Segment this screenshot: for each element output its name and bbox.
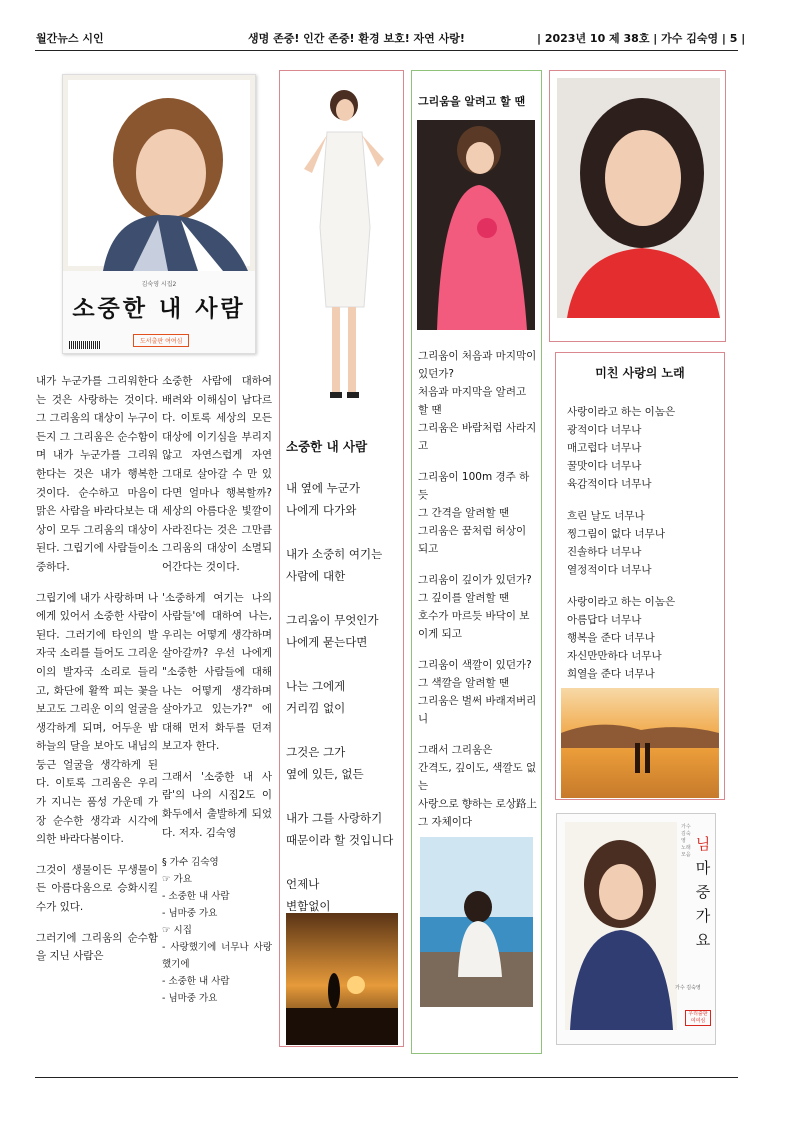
essay-paragraph: 소중한 사람에 대하여 배려와 이해심이 남다르다. 이토록 세상의 모든 대상에 이기심을 부리지 않고 자연스럽게 자연 그대로 살아갈 수 만 있다면 얼마나 행복할까? 세상의 아름다운 빛깔이 사라진다는 것은 그만큼 그리움의 대상이 소멸되어간다는 것이다.	[162, 375, 272, 573]
singer-white-dress-photo	[292, 77, 392, 417]
album-cover	[556, 813, 716, 1045]
essay-column-1	[36, 372, 158, 978]
album-title-char: 님	[695, 835, 711, 853]
header-rule	[35, 50, 738, 51]
singer-pink-dress-photo	[417, 120, 535, 330]
poem-stanza: 내가 소중히 여기는 사람에 대한	[286, 547, 383, 583]
sunset-silhouette-photo	[286, 913, 398, 1045]
book-cover	[62, 74, 256, 354]
singer-red-top-photo	[557, 78, 720, 318]
poem-title: 소중한 내 사람	[286, 439, 368, 454]
essay-column-2	[162, 372, 272, 1007]
right-photo-box	[549, 70, 726, 342]
album-title-char: 마	[695, 859, 711, 877]
poem-box-crazy-love	[555, 352, 725, 800]
poem-stanza: 그것은 그가 옆에 있든, 없든	[286, 745, 364, 781]
book-cover-photo	[63, 75, 255, 271]
album-photo	[565, 822, 677, 1030]
footer-rule	[35, 1077, 738, 1078]
sea-woman-photo	[420, 837, 533, 1007]
essay-paragraph: 그래서 '소중한 내 사람'의 나의 시집2도 이 화두에서 출발하게 되었다. 저자. 김숙영	[162, 770, 272, 839]
poem-stanza: 언제나 변함없이	[286, 877, 331, 913]
poem-title: 그리움을 알려고 할 땐	[418, 95, 526, 108]
header-issue-info: | 2023년 10 제 38호 | 가수 김숙영 | 5 |	[537, 32, 746, 45]
header-publication: 월간뉴스 시인	[36, 32, 104, 45]
poem-stanza: 그래서 그리움은 간격도, 깊이도, 색깔도 없는 사랑으로 향하는 로상路上 그 자체이다	[418, 744, 537, 828]
essay-paragraph: 그것이 생물이든 무생물이든 아름다움으로 승화시킬 수가 있다.	[36, 863, 158, 914]
poem-body	[418, 347, 538, 844]
barcode	[69, 341, 101, 349]
poem-stanza: 그리움이 처음과 마지막이 있던가? 처음과 마지막을 알려고 할 땐 그리움은 바람처럼 사라지고	[418, 350, 537, 452]
album-title-char: 요	[695, 931, 711, 949]
essay-paragraph: 그러기에 그리움의 순수함을 지닌 사람은	[36, 931, 158, 963]
poem-stanza: 흐린 날도 너무나 찡그림이 없다 너무나 진솔하다 너무나 열정적이다 너무나	[567, 510, 665, 576]
book-publisher: 도서출판 여여심	[133, 334, 189, 347]
poem-stanza: 내 옆에 누군가 나에게 다가와	[286, 481, 360, 517]
poem-stanza: 그리움이 100m 경주 하듯 그 간격을 알려할 땐 그리움은 꿈처럼 허상이 되고	[418, 471, 530, 555]
poem-stanza: 사랑이라고 하는 이놈은 광적이다 너무나 매고럽다 너무나 꿀맛이다 너무나 육감적이다 너무나	[567, 406, 676, 490]
album-title-char: 중	[695, 883, 711, 901]
poem-box-center	[279, 70, 404, 1047]
album-label: 우리출판 여여심	[685, 1010, 711, 1026]
album-side-text: 가수 김숙영 노래 모음	[681, 824, 691, 858]
poem-stanza: 내가 그를 사랑하기 때문이라 할 것입니다	[286, 811, 394, 847]
poem-stanza: 나는 그에게 거리낌 없이	[286, 679, 346, 715]
header-slogan: 생명 존중! 인간 존중! 환경 보호! 자연 사랑!	[248, 32, 465, 45]
essay-paragraph: '소중하게 여기는 나의 사람들'에 대하여 나는, 우리는 어떻게 생각하며 살아갈까? 우선 나에게 "소중한 사람들에 대해 나는 어떻게 생각하며 살아가고 있는가?" 에 대해 먼저 화두를 던져보고자 한다.	[162, 591, 272, 753]
book-title: 소중한 내 사람	[72, 295, 246, 322]
album-title-char: 가	[695, 907, 711, 925]
poem-stanza: 그리움이 무엇인가 나에게 묻는다면	[286, 613, 379, 649]
beach-couple-photo	[561, 688, 719, 798]
essay-paragraph: 그립기에 내가 사랑하며 나에게 있어서 소중한 사람이 된다. 그러기에 타인의 발자국 소리를 들어도 그리운 이의 발자국 소리로 들리고, 화단에 활짝 피는 꽃을 보고도 그리운 이의 얼굴을 생각하게 되며, 어두운 밤하늘의 달을 보아도 내님의 둥근 얼굴을 생각하게 된다. 이토록 그리움은 우리가 지니는 품성 가운데 가장 순수한 생각과 시각에 의한 바라다봄이다.	[36, 591, 158, 846]
poem-stanza: 사랑이라고 하는 이놈은 아름답다 너무나 행복을 준다 너무나 자신만만하다 너무나 희열을 준다 너무나	[567, 596, 676, 680]
poem-stanza: 그리움이 색깔이 있던가? 그 색깔을 알려할 땐 그리움은 벌써 바래져버리니	[418, 659, 537, 725]
book-author: 김숙영 시집2	[141, 281, 177, 288]
essay-paragraph: 내가 누군가를 그리워한다는 것은 사랑하는 것이다. 그 그리움의 대상이 누구이든지 그 그리움은 순수함이며 내가 누군가를 그리워 한다는 것은 내가 행복한 것이다. 순수하고 마음이 맑은 사람을 바라다보는 대상이 모두 그리움의 대상이 된다. 그립기에 사람들이소중하다.	[36, 375, 158, 573]
album-small-text: 가수 김숙영	[675, 985, 701, 991]
discography-list: § 가수 김숙영 ☞ 가요 - 소중한 내 사람 - 님마중 가요 ☞ 시집 - 사랑했기에 너무나 사랑했기에 - 소중한 내 사람 - 님마중 가요	[162, 857, 272, 1005]
poem-body	[567, 403, 722, 697]
poem-body	[286, 477, 404, 939]
poem-box-longing	[411, 70, 542, 1054]
poem-title: 미친 사랑의 노래	[595, 366, 685, 380]
poem-stanza: 그리움이 깊이가 있던가? 그 깊이를 알려할 땐 호수가 마르듯 바닥이 보이게 되고	[418, 574, 532, 640]
album-title	[693, 832, 713, 952]
